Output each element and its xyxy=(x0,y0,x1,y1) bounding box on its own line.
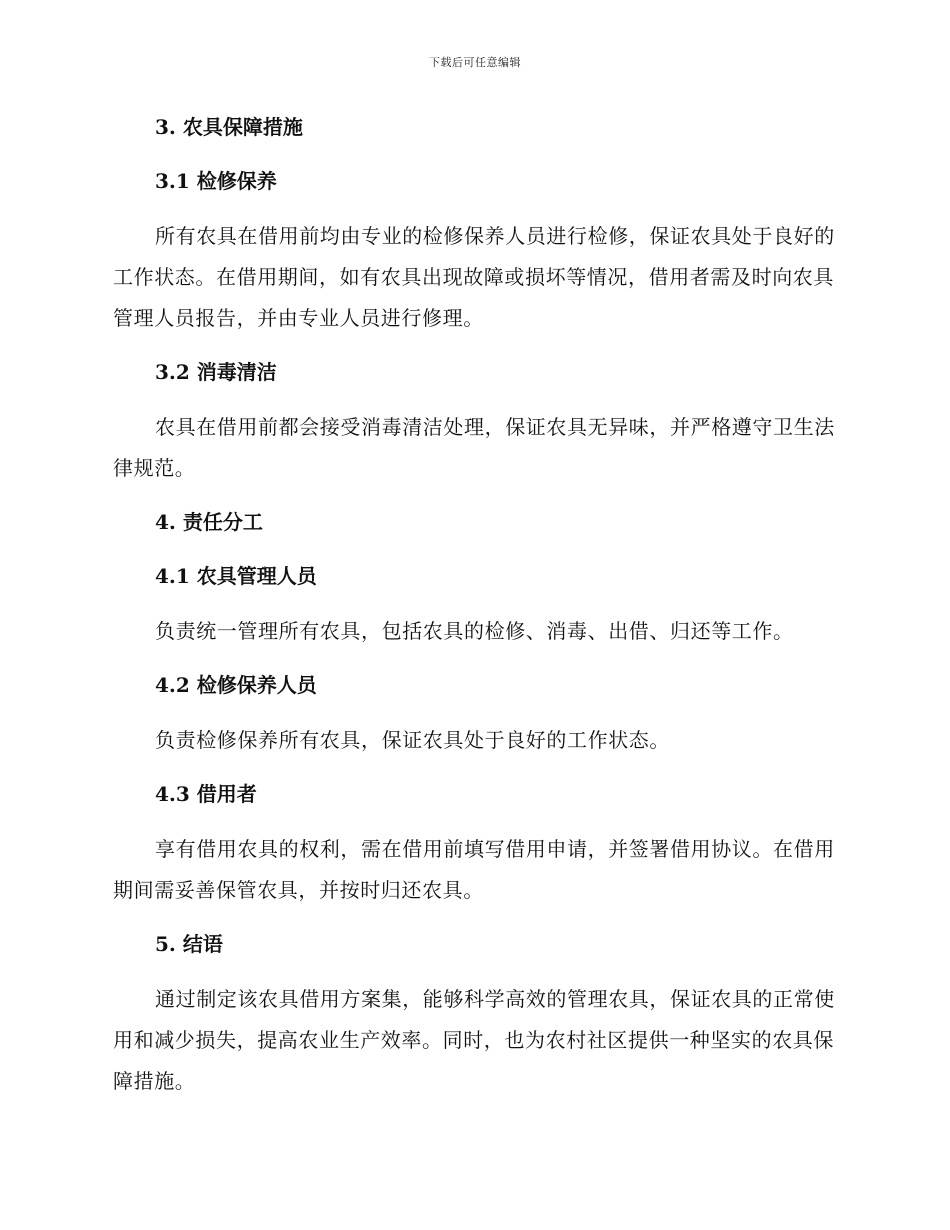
section-3-heading: 3. 农具保障措施 xyxy=(155,115,303,139)
section-4-1-heading: 4.1 农具管理人员 xyxy=(155,564,317,588)
section-3-2-paragraph: 农具在借用前都会接受消毒清洁处理，保证农具无异味，并严格遵守卫生法律规范。 xyxy=(113,415,835,480)
section-3-1-paragraph: 所有农具在借用前均由专业的检修保养人员进行检修，保证农具处于良好的工作状态。在借用期间，如有农具出现故障或损坏等情况，借用者需及时向农具管理人员报告，并由专业人员进行修理。 xyxy=(113,224,835,330)
section-5-heading: 5. 结语 xyxy=(155,932,223,956)
section-3-1-heading: 3.1 检修保养 xyxy=(155,169,277,193)
section-3-2-heading: 3.2 消毒清洁 xyxy=(155,360,277,384)
section-4-2-paragraph: 负责检修保养所有农具，保证农具处于良好的工作状态。 xyxy=(155,728,670,752)
section-4-2-heading: 4.2 检修保养人员 xyxy=(155,673,317,697)
section-5-paragraph: 通过制定该农具借用方案集，能够科学高效的管理农具，保证农具的正常使用和减少损失，提高农业生产效率。同时，也为农村社区提供一种坚实的农具保障措施。 xyxy=(113,987,835,1093)
section-4-1-paragraph: 负责统一管理所有农具，包括农具的检修、消毒、出借、归还等工作。 xyxy=(155,619,794,643)
section-4-3-paragraph: 享有借用农具的权利，需在借用前填写借用申请，并签署借用协议。在借用期间需妥善保管农具，并按时归还农具。 xyxy=(113,837,835,902)
section-4-3-heading: 4.3 借用者 xyxy=(155,782,257,806)
page-header: 下载后可任意编辑 xyxy=(429,56,521,69)
section-4-heading: 4. 责任分工 xyxy=(155,510,263,534)
document-body xyxy=(113,108,835,1116)
